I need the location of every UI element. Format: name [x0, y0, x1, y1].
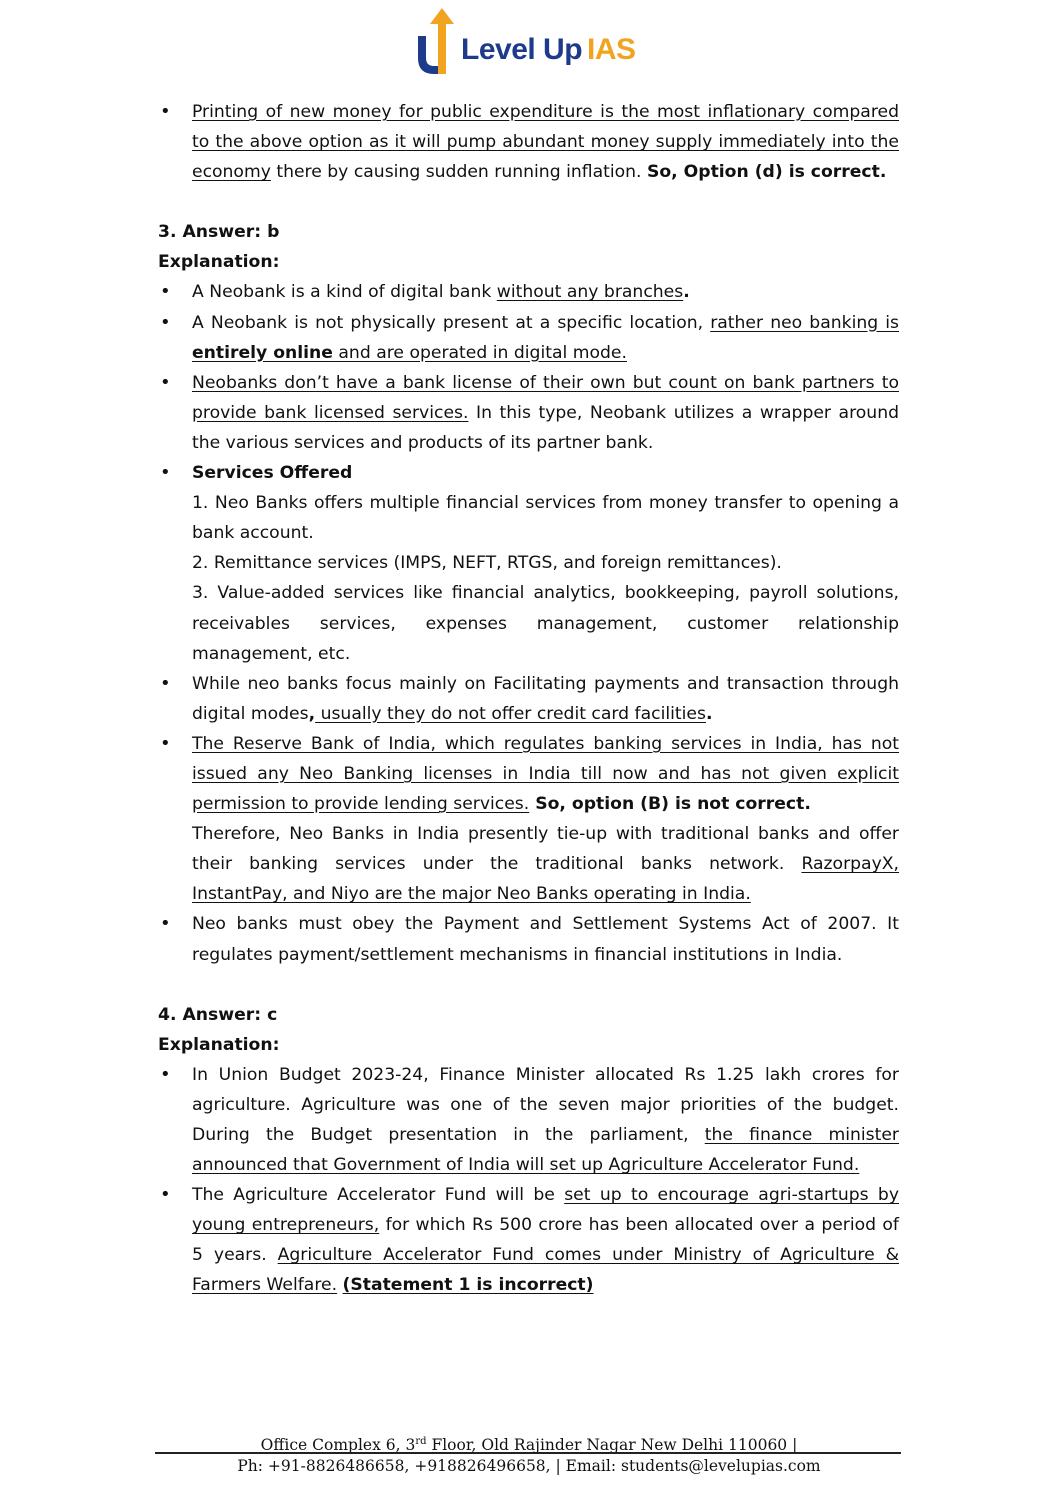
text: The Agriculture Accelerator Fund will be — [192, 1185, 565, 1206]
service-item: 2. Remittance services (IMPS, NEFT, RTGS, and foreign remittances). — [192, 553, 782, 574]
text: A Neobank is not physically present at a specific location, — [192, 312, 711, 333]
underlined-text: set up to encourage agri-startups by young entrepreneurs, — [192, 1185, 899, 1236]
bold-underlined-text: entirely online — [192, 342, 333, 363]
footer-contact: Ph: +91-8826486658, +918826496658, | Email: students@levelupias.com — [237, 1457, 821, 1475]
list-item — [158, 729, 899, 910]
underlined-text: RazorpayX, InstantPay, and Niyo are the major Neo Banks operating in India. — [192, 854, 899, 905]
underlined-text: Neobanks don’t have a bank license of their own but count on bank partners to provide bank licensed services. — [192, 372, 899, 423]
document-body — [158, 97, 899, 1301]
address-sup: rd — [415, 1436, 427, 1447]
bold-text: . — [705, 703, 713, 724]
q4-list — [158, 1060, 899, 1301]
q4-answer: 4. Answer: c — [158, 1004, 278, 1025]
text: A Neobank is a kind of digital bank — [192, 282, 497, 303]
underlined-text: Agriculture Accelerator Fund comes under Ministry of Agriculture & Farmers Welfare. — [192, 1245, 900, 1296]
bold-text: . — [683, 282, 690, 303]
q3-answer: 3. Answer: b — [158, 222, 280, 243]
text: In Union Budget 2023-24, Finance Minister allocated Rs 1.25 lakh crores for agriculture. Agriculture was one of the seven major priorities of the budget. During the Budget presentation in the parliament, — [192, 1064, 899, 1145]
q4-explanation-label: Explanation: — [158, 1034, 280, 1055]
text: there by causing sudden running inflation. — [270, 162, 647, 183]
header-logo — [0, 4, 1058, 84]
address-text: Office Complex 6, 3 — [260, 1436, 416, 1455]
brand-name — [461, 33, 636, 67]
text: In this type, Neobank utilizes a wrapper around the various services and products of its partner bank. — [192, 402, 899, 453]
underlined-text: the finance minister announced that Government of India will set up Agriculture Accelerator Fund. — [192, 1125, 899, 1176]
list-item — [158, 368, 899, 458]
address-text: Floor, Old Rajinder Nagar New Delhi 110060 | — [426, 1436, 798, 1455]
brand-accent: IAS — [587, 33, 636, 66]
list-item — [158, 97, 899, 187]
q3-list — [158, 277, 899, 969]
text: While neo banks focus mainly on Facilitating payments and transaction through digital modes — [192, 673, 899, 724]
bold-text: So, Option (d) is correct. — [646, 162, 887, 183]
service-item: 3. Value-added services like financial analytics, bookkeeping, payroll solutions, receivables services, expenses management, customer relationship management, etc. — [192, 583, 899, 664]
level-up-arrow-icon — [408, 6, 468, 78]
list-item — [158, 277, 899, 307]
list-item — [158, 308, 899, 368]
q3-explanation-label: Explanation: — [158, 252, 280, 273]
list-item — [158, 909, 899, 969]
text: Neo banks must obey the Payment and Settlement Systems Act of 2007. It regulates payment/settlement mechanisms in financial institutions in India. — [192, 914, 899, 965]
list-item — [158, 458, 899, 669]
list-item — [158, 1180, 899, 1300]
underlined-text: without any branches — [496, 282, 684, 303]
text: Therefore, Neo Banks in India presently tie-up with traditional banks and offer their banking services under the traditional banks network. — [192, 824, 899, 875]
bold-text: So, option (B) is not correct. — [529, 794, 811, 815]
services-title: • Services Offered — [192, 463, 353, 484]
bold-underlined-text: (Statement 1 is incorrect) — [342, 1275, 594, 1296]
underlined-text: The Reserve Bank of India, which regulates banking services in India, has not issued any Neo Banking licenses in India till now and has not given explicit permission to provide lending services. — [192, 733, 899, 815]
footer-divider — [155, 1452, 901, 1454]
underlined-text: rather neo banking is — [710, 312, 900, 333]
underlined-text: Printing of new money for public expenditure is the most inflationary compared to the above option as it will pump abundant money supply immediately into the economy — [192, 102, 899, 183]
list-item — [158, 1060, 899, 1180]
list-item — [158, 669, 899, 729]
intro-list — [158, 97, 899, 187]
bold-text: , — [308, 703, 316, 724]
text: for which Rs 500 crore has been allocated over a period of 5 years. — [192, 1215, 899, 1266]
underlined-text: usually they do not offer credit card facilities — [315, 703, 706, 724]
underlined-text: and are operated in digital mode. — [332, 342, 627, 363]
service-item: 1. Neo Banks offers multiple financial services from money transfer to opening a bank account. — [192, 493, 899, 544]
brand-main: Level Up — [461, 33, 583, 66]
